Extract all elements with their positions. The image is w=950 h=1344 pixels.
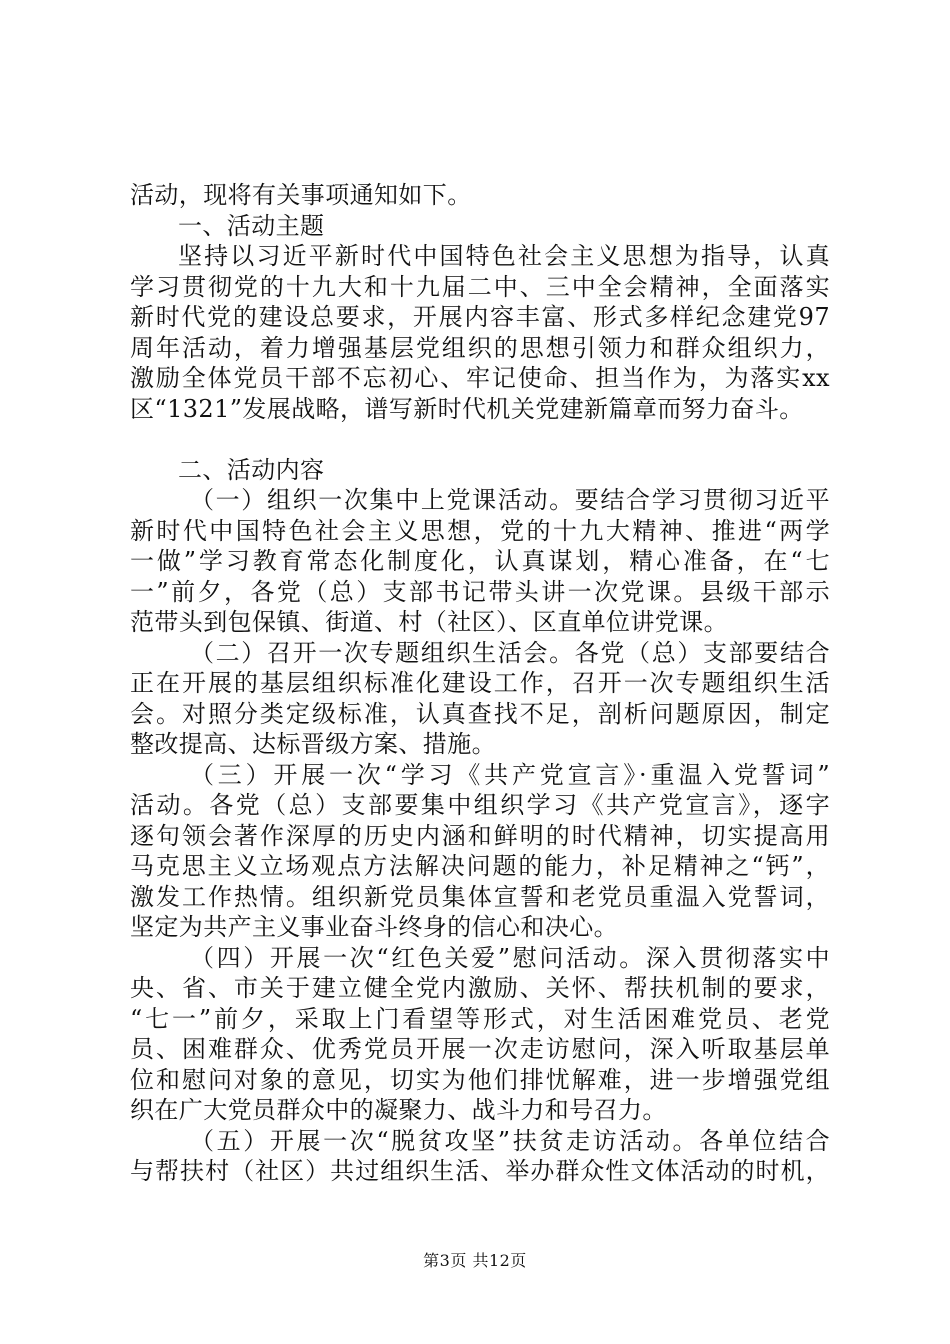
item-two-line: 整改提高、达标晋级方案、措施。 — [130, 730, 496, 758]
item-four-line: 位和慰问对象的意见，切实为他们排忧解难，进一步增强党组 — [130, 1065, 830, 1094]
item-three-line: （三）开展一次“学习《共产党宣言》·重温入党誓词” — [190, 760, 830, 789]
item-four-line: “七一”前夕，采取上门看望等形式，对生活困难党员、老党 — [130, 1004, 830, 1033]
item-three-line: 激发工作热情。组织新党员集体宣誓和老党员重温入党誓词， — [130, 882, 830, 911]
document-body — [130, 180, 830, 1187]
item-five-line: （五）开展一次“脱贫攻坚”扶贫走访活动。各单位结合 — [190, 1126, 830, 1155]
item-one-line: 新时代中国特色社会主义思想，党的十九大精神、推进“两学 — [130, 516, 830, 545]
item-three-line: 活动。各党（总）支部要集中组织学习《共产党宣言》，逐字 — [130, 791, 830, 819]
item-two-line: 会。对照分类定级标准，认真查找不足，剖析问题原因，制定 — [130, 699, 830, 728]
paragraph-spacer — [130, 424, 830, 455]
item-four-line: 织在广大党员群众中的凝聚力、战斗力和号召力。 — [130, 1096, 667, 1124]
item-two-line: （二）召开一次专题组织生活会。各党（总）支部要结合 — [190, 638, 830, 667]
theme-paragraph-line: 新时代党的建设总要求，开展内容丰富、形式多样纪念建党97 — [130, 303, 830, 331]
item-one-line: （一）组织一次集中上党课活动。要结合学习贯彻习近平 — [190, 486, 830, 514]
theme-paragraph-line: 周年活动，着力增强基层党组织的思想引领力和群众组织力， — [130, 333, 830, 362]
theme-paragraph-line: 区“1321”发展战略，谱写新时代机关党建新篇章而努力奋斗。 — [130, 394, 804, 423]
theme-paragraph-line: 激励全体党员干部不忘初心、牢记使命、担当作为，为落实xx — [130, 364, 830, 392]
item-two-line: 正在开展的基层组织标准化建设工作，召开一次专题组织生活 — [130, 669, 830, 697]
item-three-line: 马克思主义立场观点方法解决问题的能力，补足精神之“钙”， — [130, 852, 830, 880]
item-one-line: 范带头到包保镇、街道、村（社区）、区直单位讲党课。 — [130, 608, 728, 636]
item-four-line: 央、省、市关于建立健全党内激励、关怀、帮扶机制的要求， — [130, 974, 830, 1002]
page-number-footer: 第3页 共12页 — [423, 1251, 527, 1270]
section-heading-content: 二、活动内容 — [178, 455, 325, 484]
section-heading-theme: 一、活动主题 — [178, 211, 325, 240]
item-three-line: 逐句领会著作深厚的历史内涵和鲜明的时代精神，切实提高用 — [130, 821, 830, 850]
item-three-line: 坚定为共产主义事业奋斗终身的信心和决心。 — [130, 913, 618, 941]
item-one-line: 一”前夕，各党（总）支部书记带头讲一次党课。县级干部示 — [130, 577, 830, 606]
item-four-line: 员、困难群众、优秀党员开展一次走访慰问，深入听取基层单 — [130, 1035, 830, 1063]
item-one-line: 一做”学习教育常态化制度化，认真谋划，精心准备，在“七 — [130, 547, 830, 575]
item-four-line: （四）开展一次“红色关爱”慰问活动。深入贯彻落实中 — [190, 943, 830, 972]
item-five-line: 与帮扶村（社区）共过组织生活、举办群众性文体活动的时机， — [130, 1157, 830, 1185]
intro-line: 活动，现将有关事项通知如下。 — [130, 181, 472, 209]
theme-paragraph-line: 坚持以习近平新时代中国特色社会主义思想为指导，认真 — [178, 242, 830, 270]
theme-paragraph-line: 学习贯彻党的十九大和十九届二中、三中全会精神，全面落实 — [130, 272, 830, 301]
